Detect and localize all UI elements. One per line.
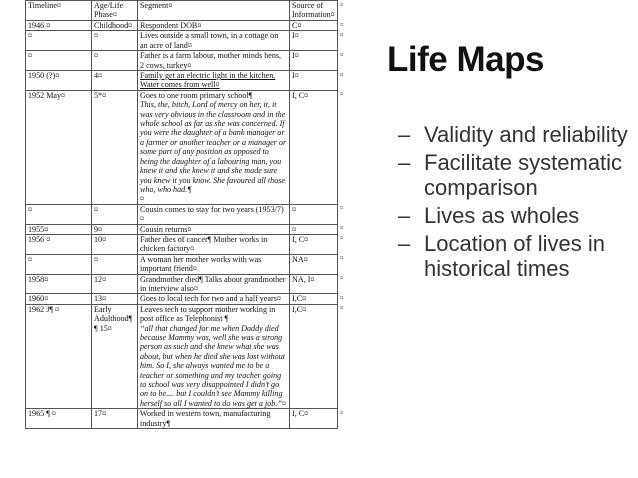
row-end-mark: ¤ [338,224,346,234]
timeline-cell: 1946 ¤ [26,21,92,31]
age-cell: ¤ [92,254,138,274]
row-end-mark: ¤ [338,21,346,31]
age-cell: 12¤ [92,274,138,294]
header-segment: Segment¤ [138,1,290,21]
segment-cell: Lives outside a small town, in a cottage on an acre of land¤ [138,31,290,51]
timeline-cell: 1958¤ [26,274,92,294]
segment-text: Goes to one room primary school¶ [140,90,253,100]
source-cell: C¤ [290,21,338,31]
segment-cell: Grandmother died¶ Talks about grandmother in interview also¤ [138,274,290,294]
row-end-mark: ¤ [338,234,346,254]
bullet-text: Lives as wholes [424,203,580,228]
table-header-row [26,1,346,21]
cell-end-mark: ¤ [140,194,145,204]
age-cell: ¤ [92,51,138,71]
row-end-mark: ¤ [338,274,346,294]
segment-cell: Respondent DOB¤ [138,21,290,31]
table-row [26,90,346,204]
timeline-cell: 1965 ¶ ¤ [26,409,92,429]
source-cell: NA, I¤ [290,274,338,294]
table-row [26,409,346,429]
row-end-mark: ¤ [338,254,346,274]
slide-title: Life Maps [387,40,544,79]
table-row [26,204,346,224]
life-map-table-container [25,0,345,450]
row-end-mark: ¤ [338,294,346,304]
timeline-cell: ¤ [26,31,92,51]
source-cell: ¤ [290,204,338,224]
header-timeline: Timeline¤ [26,1,92,21]
age-cell: 9¤ [92,224,138,234]
timeline-cell: 1952 May¤ [26,90,92,204]
bullet-text: Location of lives in historical times [424,231,605,281]
segment-cell: Father is a farm labour, mother minds hens, 2 cows, turkey¤ [138,51,290,71]
bullet-item [398,203,634,228]
age-cell: ¤ [92,204,138,224]
row-end-mark: ¤ [338,90,346,204]
segment-cell [138,304,290,408]
bullet-item [398,231,634,281]
table-row [26,274,346,294]
age-cell: 4¤ [92,71,138,91]
table-row [26,234,346,254]
segment-cell: Cousin returns¤ [138,224,290,234]
timeline-cell: 1956 ¤ [26,234,92,254]
source-cell: ¤ [290,224,338,234]
age-cell: 17¤ [92,409,138,429]
segment-cell: Worked in western town, manufacturing industry¶ [138,409,290,429]
bullet-list [398,122,634,284]
bullet-text: Validity and reliability [424,122,628,147]
segment-text: Leaves tech to support mother working in post office as Telephonist ¶ [140,304,276,324]
age-cell: 5*¤ [92,90,138,204]
interview-quote: This, the, bitch, Lord of mercy on her, it, it was very obvious in the classroom and in the whole school as far as she was concerned. If you were the daughter of a bank manager or a farmer or another teacher or a manager or some part of any position as opposed to being the daughter of a labouring man, you knew it and she knew it and she made sure you knew it you know. She favoured all those who, who had.¶ [140,100,287,194]
table-row [26,31,346,51]
table-row [26,21,346,31]
source-cell: I¤ [290,71,338,91]
segment-cell [138,90,290,204]
timeline-cell: ¤ [26,254,92,274]
timeline-cell: ¤ [26,51,92,71]
segment-cell: Cousin comes to stay for two years (1953/7)¤ [138,204,290,224]
segment-cell: Goes to local tech for two and a half years¤ [138,294,290,304]
table-row [26,224,346,234]
row-end-mark: ¤ [338,409,346,429]
header-source: Source of Information¤ [290,1,338,21]
age-cell: 13¤ [92,294,138,304]
row-end-mark: ¤ [338,304,346,408]
source-cell: I, C¤ [290,90,338,204]
row-end-mark: ¤ [338,71,346,91]
timeline-cell: 1962 J¶ ¤ [26,304,92,408]
dash-bullet-icon: – [398,122,411,147]
row-end-mark: ¤ [338,51,346,71]
timeline-cell: 1960¤ [26,294,92,304]
dash-bullet-icon: – [398,150,411,175]
timeline-cell: ¤ [26,204,92,224]
bullet-item [398,150,634,200]
table-row [26,304,346,408]
row-end-mark: ¤ [338,204,346,224]
interview-quote: “all that changed for me when Daddy died because Mammy was, well she was a strong person as such and she knew what she was about, but when he died she was lost without him. So I, she always wanted me to be a teacher or something and my teacher going to school was very disappointed I didn’t go on to be.... but I couldn’t see Mammy killing herself so all I wanted to do was get a job.”¤ [140,323,286,408]
age-cell: Childhood¤ [92,21,138,31]
source-cell: I, C¤ [290,409,338,429]
segment-cell: Father dies of cancer¶ Mother works in chicken factory¤ [138,234,290,254]
age-cell: 10¤ [92,234,138,254]
segment-cell: A woman her mother works with was important friend¤ [138,254,290,274]
source-cell: I¤ [290,31,338,51]
row-end-mark: ¤ [338,1,346,21]
table-row [26,71,346,91]
segment-cell: Family get an electric light in the kitchen. Water comes from well¤ [138,71,290,91]
dash-bullet-icon: – [398,231,411,256]
source-cell: I, C¤ [290,234,338,254]
table-row [26,294,346,304]
header-age-life-phase: Age/Life Phase¤ [92,1,138,21]
bullet-text: Facilitate systematic comparison [424,150,623,200]
source-cell: NA¤ [290,254,338,274]
table-row [26,254,346,274]
age-cell: Early Adulthood¶ ¶ 15¤ [92,304,138,408]
dash-bullet-icon: – [398,203,411,228]
timeline-cell: 1955¤ [26,224,92,234]
age-cell: ¤ [92,31,138,51]
table-row [26,51,346,71]
source-cell: I,C¤ [290,294,338,304]
source-cell: I,C¤ [290,304,338,408]
row-end-mark: ¤ [338,31,346,51]
source-cell: I¤ [290,51,338,71]
timeline-cell: 1950 (?)¤ [26,71,92,91]
life-map-table [25,0,345,429]
bullet-item [398,122,634,147]
